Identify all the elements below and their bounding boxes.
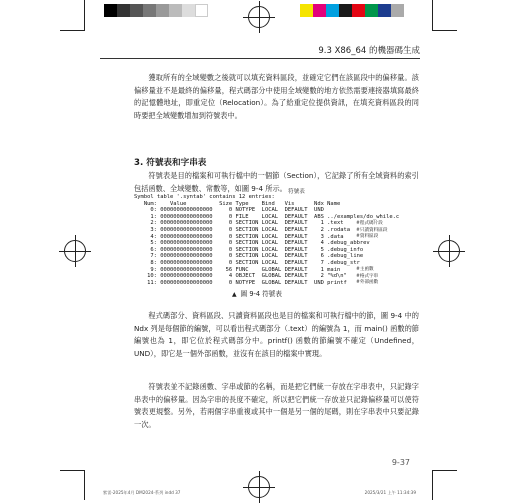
code-row: 3: 0000000000000000 0 SECTION LOCAL DEFAULT 2 .rodata [134, 226, 351, 233]
annotation-fmt: #格式字串 [356, 274, 379, 279]
code-row: 6: 0000000000000000 0 SECTION LOCAL DEFAULT 5 .debug_info [134, 246, 364, 253]
code-row: 1: 0000000000000000 0 FILE LOCAL DEFAULT ABS ../examples/do_while.c [134, 213, 400, 220]
figure-caption-text: 圖 9-4 符號表 [240, 290, 282, 298]
section-intro-paragraph: 符號表是目的檔案和可執行檔中的一個節（Section），它記錄了所有全域資料的索引包括函數、全域變數、常數等，如圖 9-4 所示。 [134, 171, 419, 193]
code-header: Symbol table '.syntab' contains 12 entries: [134, 194, 275, 200]
annotation-text: #程式碼片段 [356, 221, 383, 226]
registration-mark-icon [248, 6, 270, 28]
code-columns: Num: Value Size Type Bind Vis Ndx Name [134, 200, 341, 207]
annotation-printf: #外部函數 [356, 280, 379, 285]
color-bar [300, 4, 404, 17]
figure-caption [232, 288, 282, 298]
crop-mark [60, 470, 85, 471]
code-row: 0: 0000000000000000 0 NOTYPE LOCAL DEFAULT UND [134, 207, 324, 214]
code-row: 7: 0000000000000000 0 SECTION LOCAL DEFAULT 6 .debug_line [134, 253, 364, 260]
code-row: 9: 0000000000000000 56 FUNC GLOBAL DEFAULT 1 main [134, 266, 341, 273]
page-number: 9-37 [391, 458, 410, 467]
annotation-rodata: #只讀資料區段 [356, 228, 388, 233]
crop-mark [432, 0, 433, 30]
code-row: 11: 0000000000000000 0 NOTYPE GLOBAL DEFAULT UND printf [134, 279, 347, 286]
crop-mark [60, 30, 85, 31]
body-paragraph: 符號表並不記錄函數、字串或節的名稱，而是把它們統一存放在字串表中，只記錄字串表中的偏移量。因為字串的長度不確定，所以把它們統一存放並只記錄偏移量可以使符號表更規整。另外，若兩個字串重複或其中一個是另一個的尾碼，則在字串表中只要記錄一次。 [134, 382, 419, 429]
running-head: 9.3 X86_64 的機器碼生成 [318, 46, 420, 56]
code-row: 5: 0000000000000000 0 SECTION LOCAL DEFAULT 4 .debug_abbrev [134, 240, 370, 247]
section-title: 3. 符號表和字串表 [134, 158, 207, 168]
code-row: 10: 0000000000000000 4 OBJECT GLOBAL DEFAULT 2 "%d\n" [134, 273, 347, 280]
code-row: 8: 0000000000000000 0 SECTION LOCAL DEFAULT 7 .debug_str [134, 259, 360, 266]
code-row: 2: 0000000000000000 0 SECTION LOCAL DEFAULT 1 .text [134, 220, 344, 227]
triangle-icon: ▲ [232, 291, 237, 298]
code-row: 4: 0000000000000000 0 SECTION LOCAL DEFAULT 3 .data [134, 233, 344, 240]
registration-mark-icon [64, 240, 86, 262]
print-slug-right: 2025/3/21 上午 11:34:39 [364, 490, 416, 495]
code-header-label: 符號表 [288, 189, 305, 195]
registration-mark-icon [248, 476, 270, 498]
crop-mark [432, 30, 457, 31]
print-slug-left: 紫雷-2025年4月 DM2024-系列 indd 37 [103, 490, 181, 495]
registration-mark-icon [438, 240, 460, 262]
body-paragraph: 程式碼部分、資料區段、只讀資料區段也是目的檔案和可執行檔中的節，圖 9-4 中的 Ndx 列是每個節的編號，可以看出程式碼部分（.text）的編號為 1，而 main() 函數的節編號也為 1，即它位於程式碼部分中。printf() 函數的節編號不確定（Undefined，UND），即它是一個外部函數，並沒有在該目的檔案中實現。 [134, 311, 419, 358]
annotation-main: #主函數 [356, 267, 374, 272]
crop-mark [84, 470, 85, 500]
intro-paragraph: 獲取所有的全域變數之後就可以填充資料區段，並確定它們在該區段中的偏移量。該偏移量並不是最終的偏移量，程式碼部分中使用全域變數的地方依然需要連接器填寫最終的記憶體地址，即重定位（Relocation）。為了給重定位提供資訊，在填充資料區段的同時要把全域變數增加到符號表中。 [134, 73, 419, 120]
annotation-data: #資料區段 [356, 234, 379, 239]
crop-mark [432, 470, 457, 471]
crop-mark [84, 0, 85, 30]
crop-mark [432, 470, 433, 500]
header-rule [100, 58, 420, 59]
grayscale-bar [104, 4, 208, 17]
